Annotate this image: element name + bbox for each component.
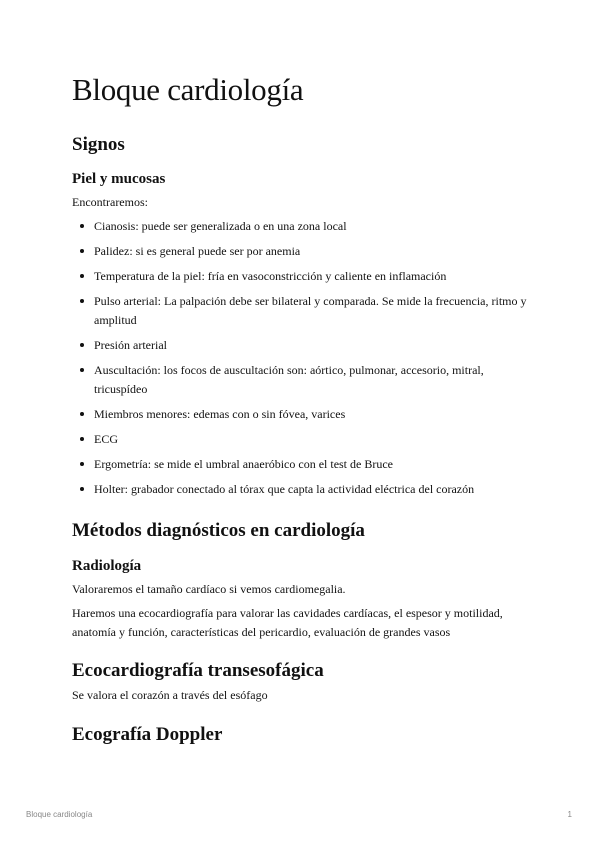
radiologia-paragraph-2: Haremos una ecocardiografía para valorar las cavidades cardíacas, el espesor y motilidad, anatomía y función, características del pericardio, evaluación de grandes vasos bbox=[72, 606, 503, 639]
footer-page-number: 1 bbox=[567, 810, 572, 819]
list-item-text: Pulso arterial: La palpación debe ser bilateral y comparada. Se mide la frecuencia, ritmo y amplitud bbox=[94, 294, 527, 327]
intro-text: Encontraremos: bbox=[72, 195, 148, 209]
bullet-icon bbox=[80, 343, 84, 347]
list-item bbox=[72, 242, 528, 261]
list-item bbox=[72, 267, 528, 286]
eco-transesofagica-paragraph: Se valora el corazón a través del esófago bbox=[72, 688, 268, 702]
bullet-icon bbox=[80, 462, 84, 466]
list-item bbox=[72, 217, 528, 236]
document-title: Bloque cardiología bbox=[72, 72, 304, 107]
subsection-heading-piel: Piel y mucosas bbox=[72, 171, 166, 187]
list-item-text: Presión arterial bbox=[94, 338, 167, 352]
footer-document-title: Bloque cardiología bbox=[26, 810, 93, 819]
list-item-text: Auscultación: los focos de auscultación son: aórtico, pulmonar, accesorio, mitral, tricuspídeo bbox=[94, 363, 484, 396]
section-heading-eco-transesofagica: Ecocardiografía transesofágica bbox=[72, 660, 324, 681]
radiologia-paragraph-1: Valoraremos el tamaño cardíaco si vemos cardiomegalia. bbox=[72, 582, 346, 596]
bullet-icon bbox=[80, 437, 84, 441]
section-heading-metodos: Métodos diagnósticos en cardiología bbox=[72, 520, 365, 541]
bullet-icon bbox=[80, 368, 84, 372]
list-item bbox=[72, 361, 528, 399]
bullet-icon bbox=[80, 249, 84, 253]
list-item-text: ECG bbox=[94, 432, 118, 446]
bullet-icon bbox=[80, 299, 84, 303]
list-item-text: Palidez: si es general puede ser por anemia bbox=[94, 244, 301, 258]
subsection-heading-radiologia: Radiología bbox=[72, 558, 142, 574]
bullet-icon bbox=[80, 224, 84, 228]
list-item-text: Miembros menores: edemas con o sin fóvea, varices bbox=[94, 407, 346, 421]
bullet-icon bbox=[80, 274, 84, 278]
list-item-text: Ergometría: se mide el umbral anaeróbico con el test de Bruce bbox=[94, 457, 393, 471]
list-item-text: Temperatura de la piel: fría en vasoconstricción y caliente en inflamación bbox=[94, 269, 447, 283]
section-heading-signos: Signos bbox=[72, 134, 125, 155]
signs-list bbox=[72, 217, 528, 505]
section-heading-eco-doppler: Ecografía Doppler bbox=[72, 724, 223, 745]
list-item bbox=[72, 405, 528, 424]
list-item bbox=[72, 455, 528, 474]
bullet-icon bbox=[80, 412, 84, 416]
list-item-text: Holter: grabador conectado al tórax que capta la actividad eléctrica del corazón bbox=[94, 482, 475, 496]
list-item-text: Cianosis: puede ser generalizada o en una zona local bbox=[94, 219, 347, 233]
bullet-icon bbox=[80, 487, 84, 491]
list-item bbox=[72, 336, 528, 355]
list-item bbox=[72, 480, 528, 499]
list-item bbox=[72, 292, 528, 330]
list-item bbox=[72, 430, 528, 449]
